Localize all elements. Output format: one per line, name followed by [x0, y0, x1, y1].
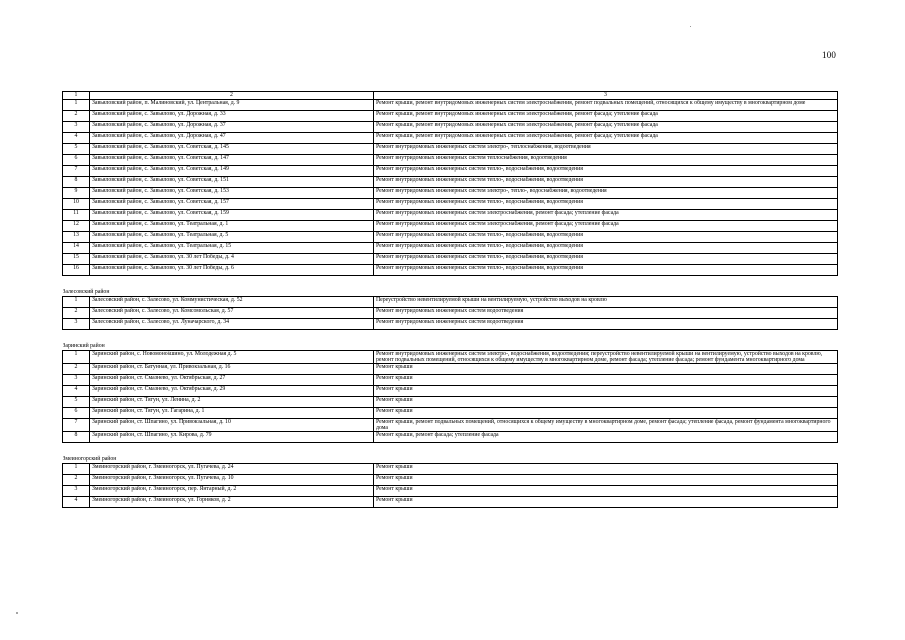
district-heading-row [63, 276, 838, 297]
work-description-cell: Ремонт крыши [374, 408, 838, 419]
work-description-cell: Ремонт крыши, ремонт внутридомовых инженерных систем электроснабжения, ремонт фасада; утепление фасада [374, 111, 838, 122]
work-description-cell: Переустройство невентилируемой крыши на вентилируемую, устройство выходов на кровлю [374, 297, 838, 308]
address-cell: Залесовский район, с. Залесово, ул. Комсомольская, д. 57 [90, 308, 374, 319]
work-description-cell: Ремонт крыши [374, 397, 838, 408]
address-cell: Завьяловский район, с. Завьялово, ул. Театральная, д. 1 [90, 221, 374, 232]
work-description-cell: Ремонт внутридомовых инженерных систем электроснабжения, ремонт фасада; утепление фасада [374, 210, 838, 221]
address-cell: Змеиногорский район, г. Змеиногорск, пер. Янтарный, д. 2 [90, 486, 374, 497]
row-number: 3 [63, 122, 90, 133]
column-number-cell: 2 [90, 92, 374, 100]
row-number: 3 [63, 319, 90, 330]
address-cell: Заринский район, ст. Шпагино, ул. Кирова, д. 79 [90, 432, 374, 443]
table-row [63, 386, 838, 397]
work-description-cell: Ремонт внутридомовых инженерных систем электро-, тепло-, водоснабжения, водоотведения [374, 188, 838, 199]
table-row [63, 199, 838, 210]
address-cell: Завьяловский район, с. Завьялово, ул. Советская, д. 151 [90, 177, 374, 188]
table-row [63, 111, 838, 122]
work-description-cell: Ремонт крыши, ремонт подвальных помещений, относящихся к общему имуществу в многоквартирном доме, ремонт фасада; утепление фасада, ремонт фундамента многоквартирного дома [374, 419, 838, 432]
address-cell: Змеиногорский район, г. Змеиногорск, ул. Пугачева, д. 24 [90, 464, 374, 475]
row-number: 2 [63, 475, 90, 486]
table-row [63, 464, 838, 475]
repair-table [62, 91, 838, 508]
address-cell: Завьяловский район, с. Завьялово, ул. Советская, д. 159 [90, 210, 374, 221]
row-number: 14 [63, 243, 90, 254]
row-number: 13 [63, 232, 90, 243]
work-description-cell: Ремонт крыши [374, 464, 838, 475]
row-number: 12 [63, 221, 90, 232]
table-row [63, 254, 838, 265]
column-number-row [63, 92, 838, 100]
district-heading: Змеиногорский район [62, 456, 117, 463]
column-number-cell: 1 [63, 92, 90, 100]
address-cell: Заринский район, ст. Тягун, ул. Гагарина, д. 1 [90, 408, 374, 419]
address-cell: Завьяловский район, с. Завьялово, ул. Театральная, д. 15 [90, 243, 374, 254]
work-description-cell: Ремонт крыши [374, 364, 838, 375]
table-row [63, 221, 838, 232]
work-description-cell: Ремонт крыши [374, 486, 838, 497]
table-row [63, 308, 838, 319]
work-description-cell: Ремонт внутридомовых инженерных систем электро-, водоснабжения, водоотведения; переустройство невентилируемой крыши на вентилируемую, устройство выходов на кровлю, ремонт подвальных помещений, относящихся к общему имуществу в многоквартирном доме, ремонт фасада; утепление фасада; ремонт фундамента многоквартирного дома [374, 351, 838, 364]
address-cell: Змеиногорский район, г. Змеиногорск, ул. Горняков, д. 2 [90, 497, 374, 508]
work-description-cell: Ремонт крыши [374, 497, 838, 508]
scan-speck [690, 26, 691, 27]
work-description-cell: Ремонт внутридомовых инженерных систем тепло-, водоснабжения, водоотведения [374, 243, 838, 254]
work-description-cell: Ремонт внутридомовых инженерных систем водоотведения [374, 308, 838, 319]
work-description-cell: Ремонт внутридомовых инженерных систем теплоснабжения, водоотведения [374, 155, 838, 166]
table-row [63, 100, 838, 111]
row-number: 2 [63, 364, 90, 375]
address-cell: Завьяловский район, с. Завьялово, ул. Советская, д. 147 [90, 155, 374, 166]
repair-table-body [63, 92, 838, 508]
row-number: 7 [63, 166, 90, 177]
work-description-cell: Ремонт внутридомовых инженерных систем тепло-, водоснабжения, водоотведения [374, 166, 838, 177]
work-description-cell: Ремонт внутридомовых инженерных систем тепло-, водоснабжения, водоотведения [374, 199, 838, 210]
address-cell: Завьяловский район, с. Завьялово, ул. Советская, д. 149 [90, 166, 374, 177]
work-description-cell: Ремонт крыши, ремонт фасада; утепление фасада [374, 432, 838, 443]
row-number: 10 [63, 199, 90, 210]
address-cell: Завьяловский район, с. Завьялово, ул. Советская, д. 157 [90, 199, 374, 210]
work-description-cell: Ремонт внутридомовых инженерных систем водоотведения [374, 319, 838, 330]
row-number: 7 [63, 419, 90, 432]
row-number: 4 [63, 497, 90, 508]
table-row [63, 364, 838, 375]
page-number: 100 [822, 50, 837, 60]
work-description-cell: Ремонт крыши, ремонт внутридомовых инженерных систем электроснабжения, ремонт фасада; утепление фасада [374, 122, 838, 133]
table-row [63, 144, 838, 155]
table-row [63, 297, 838, 308]
row-number: 1 [63, 100, 90, 111]
address-cell: Залесовский район, с. Залесово, ул. Коммунистическая, д. 52 [90, 297, 374, 308]
address-cell: Завьяловский район, с. Завьялово, ул. Дорожная, д. 33 [90, 111, 374, 122]
row-number: 3 [63, 486, 90, 497]
table-row [63, 177, 838, 188]
row-number: 2 [63, 308, 90, 319]
table-row [63, 408, 838, 419]
row-number: 2 [63, 111, 90, 122]
row-number: 1 [63, 351, 90, 364]
table-row [63, 232, 838, 243]
address-cell: Заринский район, ст. Батунная, ул. Привокзальная, д. 16 [90, 364, 374, 375]
district-heading: Заринский район [62, 342, 105, 349]
row-number: 8 [63, 432, 90, 443]
table-row [63, 155, 838, 166]
address-cell: Змеиногорский район, г. Змеиногорск, ул. Пугачева, д. 10 [90, 475, 374, 486]
address-cell: Завьяловский район, с. Завьялово, ул. Дорожная, д. 47 [90, 133, 374, 144]
row-number: 3 [63, 375, 90, 386]
work-description-cell: Ремонт крыши [374, 375, 838, 386]
address-cell: Заринский район, ст. Тягун, ул. Ленина, д. 2 [90, 397, 374, 408]
address-cell: Завьяловский район, с. Завьялово, ул. Советская, д. 153 [90, 188, 374, 199]
table-row [63, 243, 838, 254]
work-description-cell: Ремонт крыши, ремонт внутридомовых инженерных систем электроснабжения, ремонт фасада; утепление фасада [374, 133, 838, 144]
table-row [63, 419, 838, 432]
repair-list-document [62, 91, 838, 508]
work-description-cell: Ремонт крыши [374, 475, 838, 486]
row-number: 4 [63, 133, 90, 144]
table-row [63, 397, 838, 408]
work-description-cell: Ремонт внутридомовых инженерных систем тепло-, водоснабжения, водоотведения [374, 177, 838, 188]
row-number: 9 [63, 188, 90, 199]
row-number: 6 [63, 408, 90, 419]
address-cell: Заринский район, ст. Смазнево, ул. Октябрьская, д. 29 [90, 386, 374, 397]
table-row [63, 122, 838, 133]
address-cell: Заринский район, ст. Шпагино, ул. Привокзальная, д. 10 [90, 419, 374, 432]
row-number: 4 [63, 386, 90, 397]
address-cell: Заринский район, с. Новомонośшино, ул. Молодежная д. 5 [90, 351, 374, 364]
table-row [63, 351, 838, 364]
work-description-cell: Ремонт внутридомовых инженерных систем тепло-, водоснабжения, водоотведения [374, 254, 838, 265]
work-description-cell: Ремонт крыши [374, 386, 838, 397]
table-row [63, 375, 838, 386]
column-number-cell: 3 [374, 92, 838, 100]
district-heading-row [63, 443, 838, 464]
address-cell: Завьяловский район, с. Завьялово, ул. 30 лет Победы, д. 6 [90, 265, 374, 276]
row-number: 1 [63, 464, 90, 475]
table-row [63, 486, 838, 497]
work-description-cell: Ремонт крыши, ремонт внутридомовых инженерных систем электроснабжения, ремонт подвальных помещений, относящихся к общему имуществу в многоквартирном доме [374, 100, 838, 111]
address-cell: Завьяловский район, с. Завьялово, ул. Театральная, д. 5 [90, 232, 374, 243]
table-row [63, 432, 838, 443]
address-cell: Завьяловский район, с. Завьялово, ул. Дорожная, д. 37 [90, 122, 374, 133]
row-number: 6 [63, 155, 90, 166]
row-number: 8 [63, 177, 90, 188]
address-cell: Завьяловский район, с. Завьялово, ул. Советская, д. 145 [90, 144, 374, 155]
row-number: 5 [63, 144, 90, 155]
table-row [63, 475, 838, 486]
work-description-cell: Ремонт внутридомовых инженерных систем электро-, теплоснабжения, водоотведения [374, 144, 838, 155]
row-number: 5 [63, 397, 90, 408]
table-row [63, 210, 838, 221]
work-description-cell: Ремонт внутридомовых инженерных систем тепло-, водоснабжения, водоотведения [374, 265, 838, 276]
row-number: 11 [63, 210, 90, 221]
table-row [63, 319, 838, 330]
table-row [63, 265, 838, 276]
table-row [63, 188, 838, 199]
table-row [63, 497, 838, 508]
table-row [63, 166, 838, 177]
table-row [63, 133, 838, 144]
district-heading: Залесовский район [62, 288, 110, 295]
address-cell: Заринский район, ст. Смазнево, ул. Октябрьская, д. 27 [90, 375, 374, 386]
row-number: 16 [63, 265, 90, 276]
row-number: 15 [63, 254, 90, 265]
scan-speck [16, 612, 18, 614]
address-cell: Залесовский район, с. Залесово, ул. Луначарского, д. 34 [90, 319, 374, 330]
row-number: 1 [63, 297, 90, 308]
work-description-cell: Ремонт внутридомовых инженерных систем тепло-, водоснабжения, водоотведения [374, 232, 838, 243]
work-description-cell: Ремонт внутридомовых инженерных систем электроснабжения, ремонт фасада; утепление фасада [374, 221, 838, 232]
address-cell: Завьяловский район, п. Малиновский, ул. Центральная, д. 9 [90, 100, 374, 111]
address-cell: Завьяловский район, с. Завьялово, ул. 30 лет Победы, д. 4 [90, 254, 374, 265]
district-heading-row [63, 330, 838, 351]
